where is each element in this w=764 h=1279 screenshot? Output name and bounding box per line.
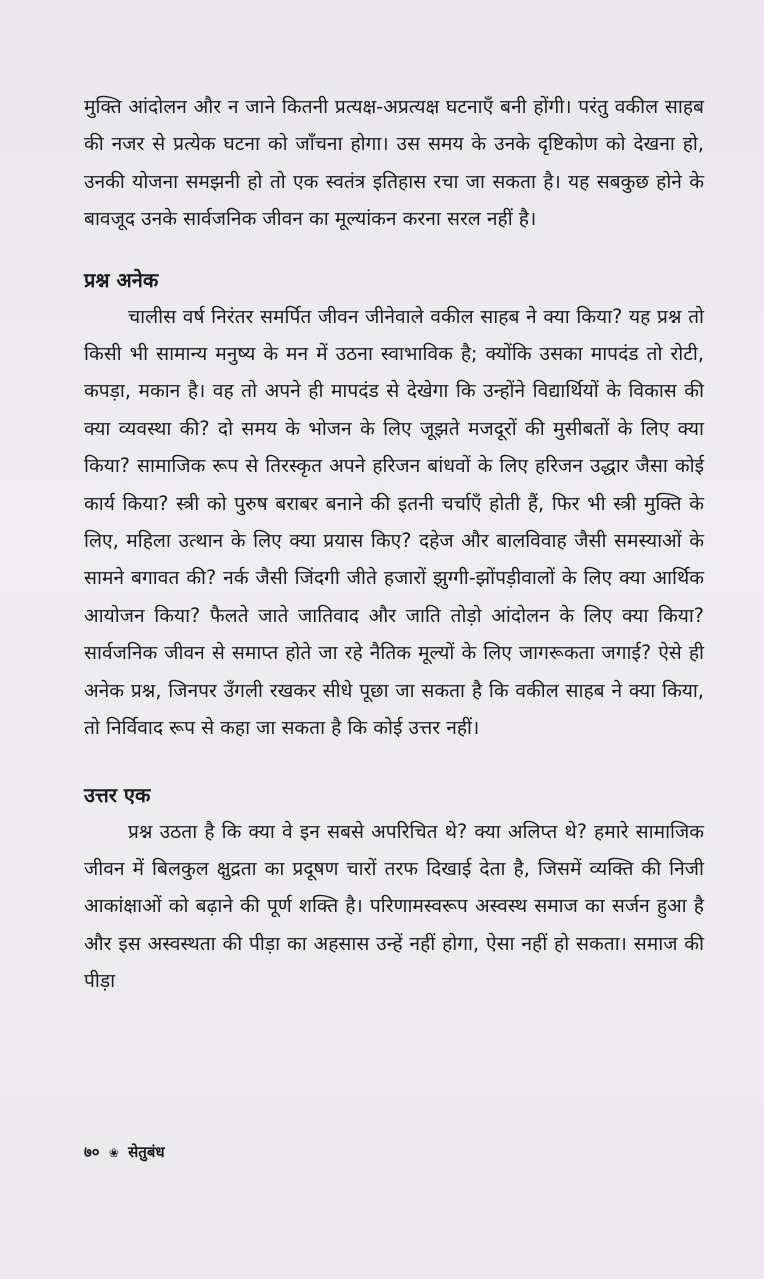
page-content bbox=[84, 88, 704, 1000]
section-gap bbox=[84, 238, 704, 262]
flower-separator-icon: ❀ bbox=[108, 1146, 119, 1160]
page-number: ७० bbox=[84, 1143, 100, 1161]
page-footer bbox=[84, 1141, 165, 1164]
paragraph-answer: प्रश्न उठता है कि क्या वे इन सबसे अपरिचित थे? क्या अलिप्त थे? हमारे सामाजिक जीवन में बिलकुल क्षुद्रता का प्रदूषण चारों तरफ दिखाई देता है, जिसमें व्यक्ति की निजी आकांक्षाओं को बढ़ाने की पूर्ण शक्ति है। परिणामस्वरूप अस्वस्थ समाज का सर्जन हुआ है और इस अस्वस्थता की पीड़ा का अहसास उन्हें नहीं होगा, ऐसा नहीं हो सकता। समाज की पीड़ा bbox=[84, 819, 704, 993]
section-heading-questions: प्रश्न अनेक bbox=[84, 267, 159, 292]
paragraph-questions: चालीस वर्ष निरंतर समर्पित जीवन जीनेवाले वकील साहब ने क्या किया? यह प्रश्न तो किसी भी सामान्य मनुष्य के मन में उठना स्वाभाविक है; क्योंकि उसका मापदंड तो रोटी, कपड़ा, मकान है। वह तो अपने ही मापदंड से देखेगा कि उन्होंने विद्यार्थियों के विकास की क्या व्यवस्था की? दो समय के भोजन के लिए जूझते मजदूरों की मुसीबतों के लिए क्या किया? सामाजिक रूप से तिरस्कृत अपने हरिजन बांधवों के लिए हरिजन उद्धार जैसा कोई कार्य किया? स्त्री को पुरुष बराबर बनाने की इतनी चर्चाएँ होती हैं, फिर भी स्त्री मुक्ति के लिए, महिला उत्थान के लिए क्या प्रयास किए? दहेज और बालविवाह जैसी समस्याओं के सामने बगावत की? नर्क जैसी जिंदगी जीते हजारों झुग्गी-झोंपड़ीवालों के लिए क्या आर्थिक आयोजन किया? फैलते जाते जातिवाद और जाति तोड़ो आंदोलन के लिए क्या किया? सार्वजनिक जीवन से समाप्त होते जा रहे नैतिक मूल्यों के लिए जागरूकता जगाई? ऐसे ही अनेक प्रश्न, जिनपर उँगली रखकर सीधे पूछा जा सकता है कि वकील साहब ने क्या किया, तो निर्विवाद रूप से कहा जा सकता है कि कोई उत्तर नहीं। bbox=[84, 304, 704, 740]
paragraph-continuation: मुक्ति आंदोलन और न जाने कितनी प्रत्यक्ष-अप्रत्यक्ष घटनाएँ बनी होंगी। परंतु वकील साहब की नजर से प्रत्येक घटना को जाँचना होगा। उस समय के उनके दृष्टिकोण को देखना हो, उनकी योजना समझनी हो तो एक स्वतंत्र इतिहास रचा जा सकता है। यह सबकुछ होने के बावजूद उनके सार्वजनिक जीवन का मूल्यांकन करना सरल नहीं है। bbox=[84, 95, 704, 231]
book-title: सेतुबंध bbox=[128, 1143, 165, 1161]
section-gap bbox=[84, 747, 704, 777]
section-heading-answer: उत्तर एक bbox=[84, 782, 151, 807]
